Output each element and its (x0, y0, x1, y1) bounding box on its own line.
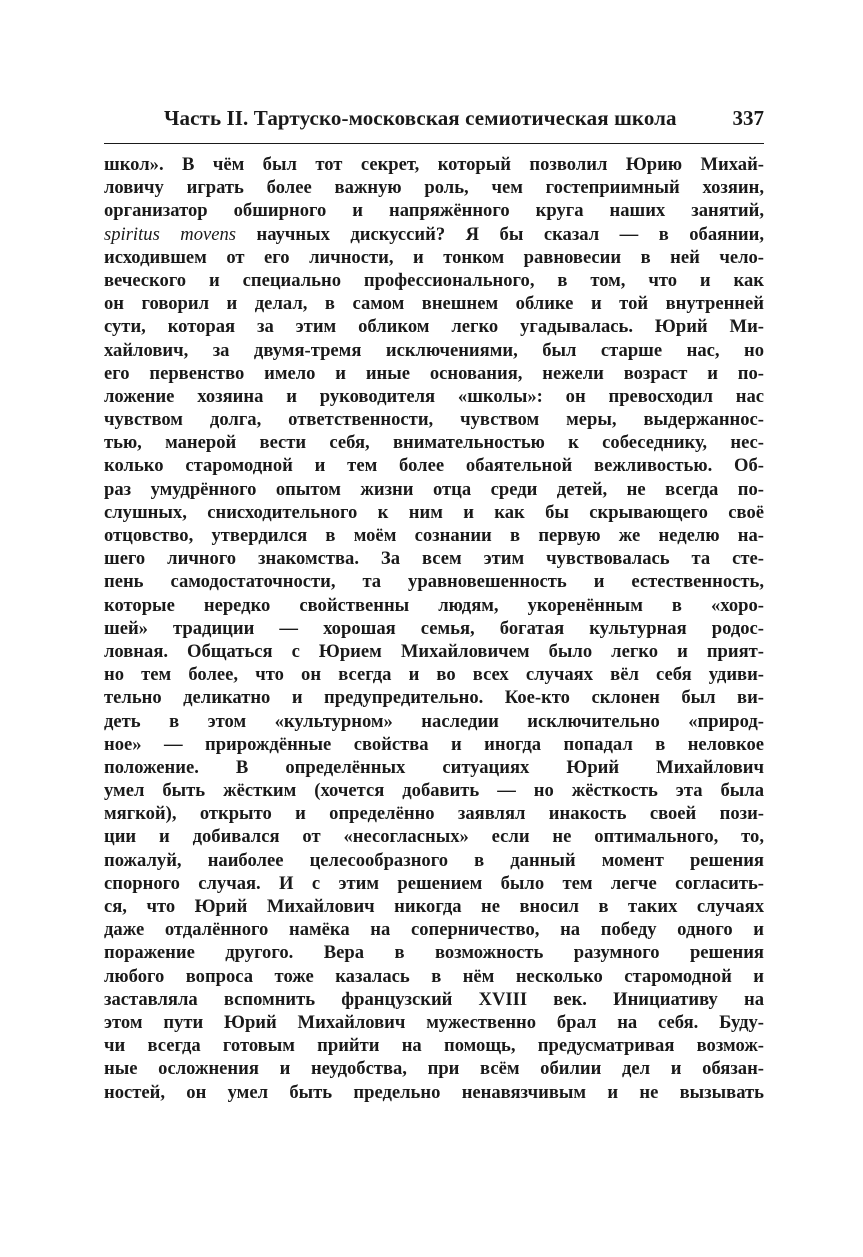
text-line: организатор обширного и напряжённого круга наших занятий, (104, 200, 764, 222)
text-line: мягкой), открыто и определённо заявлял инакость своей пози- (104, 803, 764, 825)
text-line: поражение другого. Вера в возможность разумного решения (104, 942, 764, 964)
page-number: 337 (732, 106, 764, 130)
body-text (104, 153, 764, 1104)
text-line: ся, что Юрий Михайлович никогда не вносил в таких случаях (104, 896, 764, 917)
text-line: деть в этом «культурном» наследии исключительно «природ- (104, 710, 764, 732)
text-line: он говорил и делал, в самом внешнем облике и той внутренней (104, 293, 764, 315)
text-line: хайлович, за двумя-тремя исключениями, был старше нас, но (104, 339, 764, 361)
text-line: ные осложнения и неудобства, при всём обилии дел и обязан- (104, 1058, 764, 1080)
text-line: ловичу играть более важную роль, чем гостеприимный хозяин, (104, 177, 764, 199)
text-line: шей» традиции — хорошая семья, богатая культурная родос- (104, 617, 764, 639)
text-line: положение. В определённых ситуациях Юрий Михайлович (104, 756, 764, 778)
text-line: любого вопроса тоже казалась в нём несколько старомодной и (104, 965, 764, 987)
text-line: заставляла вспомнить французский XVIII век. Инициативу на (104, 988, 764, 1010)
running-head (104, 106, 764, 136)
text-line: умел быть жёстким (хочется добавить — но жёсткость эта была (104, 780, 764, 802)
text-line: ловная. Общаться с Юрием Михайловичем было легко и прият- (104, 640, 764, 662)
text-line: которые нередко свойственны людям, укоренённым в «хоро- (104, 594, 764, 616)
text-line: тью, манерой вести себя, внимательностью к собеседнику, нес- (104, 432, 764, 454)
text-line: но тем более, что он всегда и во всех случаях вёл себя удиви- (104, 664, 764, 686)
text-line: ное» — прирождённые свойства и иногда попадал в неловкое (104, 733, 764, 755)
latin-phrase: spiritus movens (104, 223, 237, 245)
text-line: сути, которая за этим обликом легко угадывалась. Юрий Ми- (104, 316, 764, 338)
text-line: чувством долга, ответственности, чувством меры, выдержаннос- (104, 409, 764, 431)
text-line: чи всегда готовым прийти на помощь, предусматривая возмож- (104, 1035, 764, 1057)
text-line: ложение хозяина и руководителя «школы»: он превосходил нас (104, 385, 764, 407)
text-line: исходившем от его личности, и тонком равновесии в ней чело- (104, 246, 764, 268)
text-line: его первенство имело и иные основания, нежели возраст и по- (104, 362, 764, 384)
text-line: пожалуй, наиболее целесообразного в данный момент решения (104, 849, 764, 871)
text-line: спорного случая. И с этим решением было тем легче согласить- (104, 872, 764, 894)
text-line: этом пути Юрий Михайлович мужественно брал на себя. Буду- (104, 1011, 764, 1033)
text-line: слушных, снисходительного к ним и как бы скрывающего своё (104, 501, 764, 523)
text-line: spiritus movens научных дискуссий? Я бы сказал — в обаянии, (104, 223, 764, 245)
text-line: ностей, он умел быть предельно ненавязчивым и не вызывать (104, 1081, 764, 1103)
header-rule (104, 143, 764, 144)
text-line: колько старомодной и тем более обаятельной вежливостью. Об- (104, 455, 764, 477)
text-line: отцовство, утвердился в моём сознании в первую же неделю на- (104, 525, 764, 546)
text-line: раз умудрённого опытом жизни отца среди детей, не всегда по- (104, 478, 764, 500)
text-line: тельно деликатно и предупредительно. Кое-кто склонен был ви- (104, 687, 764, 709)
running-title: Часть II. Тартуско-московская семиотическая школа (164, 106, 677, 130)
text-line: пень самодостаточности, та уравновешенность и естественность, (104, 571, 764, 593)
text-line: школ». В чём был тот секрет, который позволил Юрию Михай- (104, 154, 764, 175)
text-line: даже отдалённого намёка на соперничество, на победу одного и (104, 919, 764, 941)
text-line: ции и добивался от «несогласных» если не оптимального, то, (104, 826, 764, 848)
text-line: шего личного знакомства. За всем этим чувствовалась та сте- (104, 548, 764, 570)
text-line: веческого и специально профессионального, в том, что и как (104, 269, 764, 291)
